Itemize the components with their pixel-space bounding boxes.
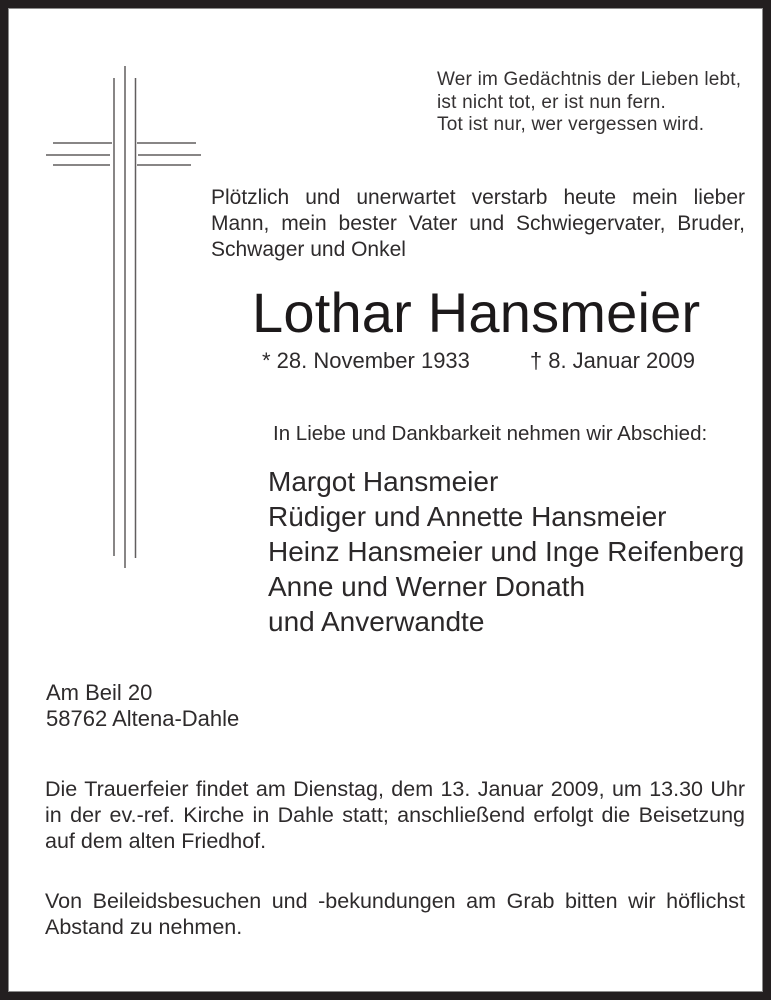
service-line: in der ev.-ref. Kirche in Dahle statt; anschließend erfolgt die Beisetzung (45, 803, 745, 827)
mourner-line: und Anverwandte (268, 606, 485, 637)
service-line: auf dem alten Friedhof. (45, 829, 267, 853)
deceased-name: Lothar Hansmeier (252, 281, 701, 344)
birth-date: * 28. November 1933 (262, 348, 470, 373)
condolence-line: Abstand zu nehmen. (45, 915, 243, 939)
farewell-lead: In Liebe und Dankbarkeit nehmen wir Abschied: (273, 422, 708, 445)
intro-paragraph (211, 185, 745, 263)
mourner-line: Heinz Hansmeier und Inge Reifenberg (268, 536, 745, 567)
epigraph-verse (437, 69, 741, 137)
mourner-line: Anne und Werner Donath (268, 571, 586, 602)
intro-line: Schwager und Onkel (211, 238, 406, 261)
address-city: 58762 Altena-Dahle (46, 706, 240, 731)
address-street: Am Beil 20 (46, 680, 153, 705)
address-block (46, 680, 239, 732)
mourner-line: Margot Hansmeier (268, 466, 499, 497)
intro-line: Mann, mein bester Vater und Schwiegervater, Bruder, (211, 212, 745, 235)
condolence-paragraph (45, 888, 745, 940)
epigraph-line: Tot ist nur, wer vergessen wird. (437, 114, 705, 135)
condolence-line: Von Beileidsbesuchen und -bekundungen am Grab bitten wir höflichst (45, 889, 745, 913)
cross-icon (38, 58, 218, 578)
service-line: Die Trauerfeier findet am Dienstag, dem 13. Januar 2009, um 13.30 Uhr (45, 777, 745, 801)
epigraph-line: Wer im Gedächtnis der Lieben lebt, (437, 69, 742, 90)
epigraph-line: ist nicht tot, er ist nun fern. (437, 91, 667, 113)
mourner-line: Rüdiger und Annette Hansmeier (268, 501, 667, 532)
death-date: † 8. Januar 2009 (529, 348, 695, 373)
service-paragraph (45, 776, 745, 854)
life-dates (262, 348, 695, 374)
mourners-list (268, 464, 744, 639)
intro-line: Plötzlich und unerwartet verstarb heute mein lieber (211, 186, 745, 209)
